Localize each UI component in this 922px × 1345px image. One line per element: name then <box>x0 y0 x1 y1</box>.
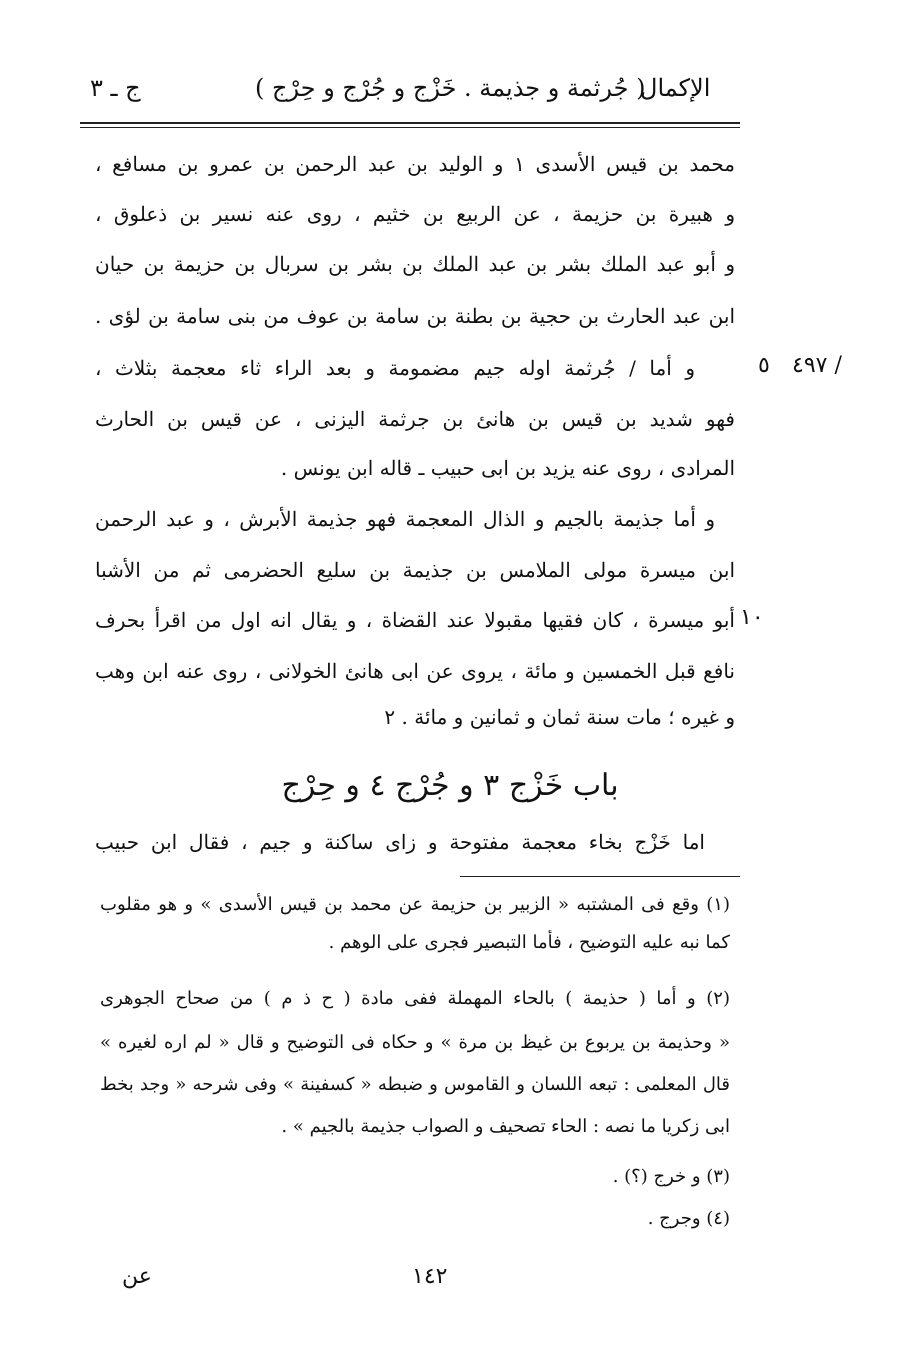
section-title: ( جُرثمة و جذيمة . خَزْج و جُرْج و حِرْج ) <box>255 74 646 102</box>
line-number-10: ١٠ <box>740 605 764 630</box>
body-line: و أما جذيمة بالجيم و الذال المعجمة فهو جذيمة الأبرش ، و عبد الرحمن <box>95 507 715 531</box>
book-title: الإكمال <box>640 74 711 102</box>
page-number: ١٤٢ <box>412 1264 448 1289</box>
footnote-line: ابى زكريا ما نصه : الحاء تصحيف و الصواب جذيمة بالجيم » . <box>281 1116 730 1137</box>
footnote-line: (٤) وجرج . <box>647 1208 730 1229</box>
body-line: و أبو عبد الملك بشر بن عبد الملك بن بشر بن سربال بن حزيمة بن حيان <box>95 252 735 276</box>
header-rule-thin <box>80 127 740 128</box>
footnote-line: قال المعلمى : تبعه اللسان و القاموس و ضبطه « كسفينة » وفى شرحه « وجد بخط <box>100 1074 730 1095</box>
body-line: و غيره ؛ مات سنة ثمان و ثمانين و مائة . ۲ <box>384 705 735 729</box>
entry-number: / ٤٩٧ <box>792 353 842 378</box>
footnote-line: (١) وقع فى المشتبه « الزبير بن حزيمة عن محمد بن قيس الأسدى » و هو مقلوب <box>100 894 730 915</box>
header-rule <box>80 122 740 124</box>
footnote-line: « وحذيمة بن يربوع بن غيظ بن مرة » و حكاه فى التوضيح و قال « لم اره لغيره » <box>100 1032 730 1053</box>
footnote-rule <box>460 876 740 877</box>
body-line: محمد بن قيس الأسدى ۱ و الوليد بن عبد الرحمن بن عمرو بن مسافع ، <box>95 152 735 176</box>
running-header <box>80 68 740 108</box>
body-line: و هبيرة بن حزيمة ، عن الربيع بن خثيم ، روى عنه نسير بن ذعلوق ، <box>95 202 735 226</box>
body-line: المرادى ، روى عنه يزيد بن ابى حبيب ـ قاله ابن يونس . <box>280 456 735 480</box>
footnote-line: كما نبه عليه التوضيح ، فأما التبصير فجرى على الوهم . <box>328 932 730 953</box>
section-heading: باب خَزْج ۳ و جُرْج ٤ و حِرْج <box>281 768 619 803</box>
body-line: نافع قبل الخمسين و مائة ، يروى عن ابى هانئ الخولانى ، روى عنه ابن وهب <box>95 659 735 683</box>
section-first-line: اما خَزْج بخاء معجمة مفتوحة و زاى ساكنة و جيم ، فقال ابن حبيب <box>95 830 705 854</box>
line-number-5: ٥ <box>758 353 770 378</box>
footnote-line: (٢) و أما ( حذيمة ) بالحاء المهملة ففى مادة ( ح ذ م ) من صحاح الجوهرى <box>100 988 730 1009</box>
body-line: فهو شديد بن قيس بن هانئ بن جرثمة اليزنى ، عن قيس بن الحارث <box>95 407 735 431</box>
volume-label: ج ـ ٣ <box>90 74 141 102</box>
body-line: و أما / جُرثمة اوله جيم مضمومة و بعد الراء ثاء معجمة بثلاث ، <box>95 356 695 380</box>
catchword: عن <box>122 1264 152 1289</box>
body-line: ابن ميسرة مولى الملامس بن جذيمة بن سليع الحضرمى ثم من الأشبا <box>95 558 735 582</box>
body-line: ابن عبد الحارث بن حجية بن بطنة بن سامة بن عوف من بنى سامة بن لؤى . <box>95 304 735 328</box>
body-line: أبو ميسرة ، كان فقيها مقبولا عند القضاة ، و يقال انه اول من اقرأ بحرف <box>95 608 735 632</box>
footnote-line: (٣) و خرج (؟) . <box>612 1166 730 1187</box>
